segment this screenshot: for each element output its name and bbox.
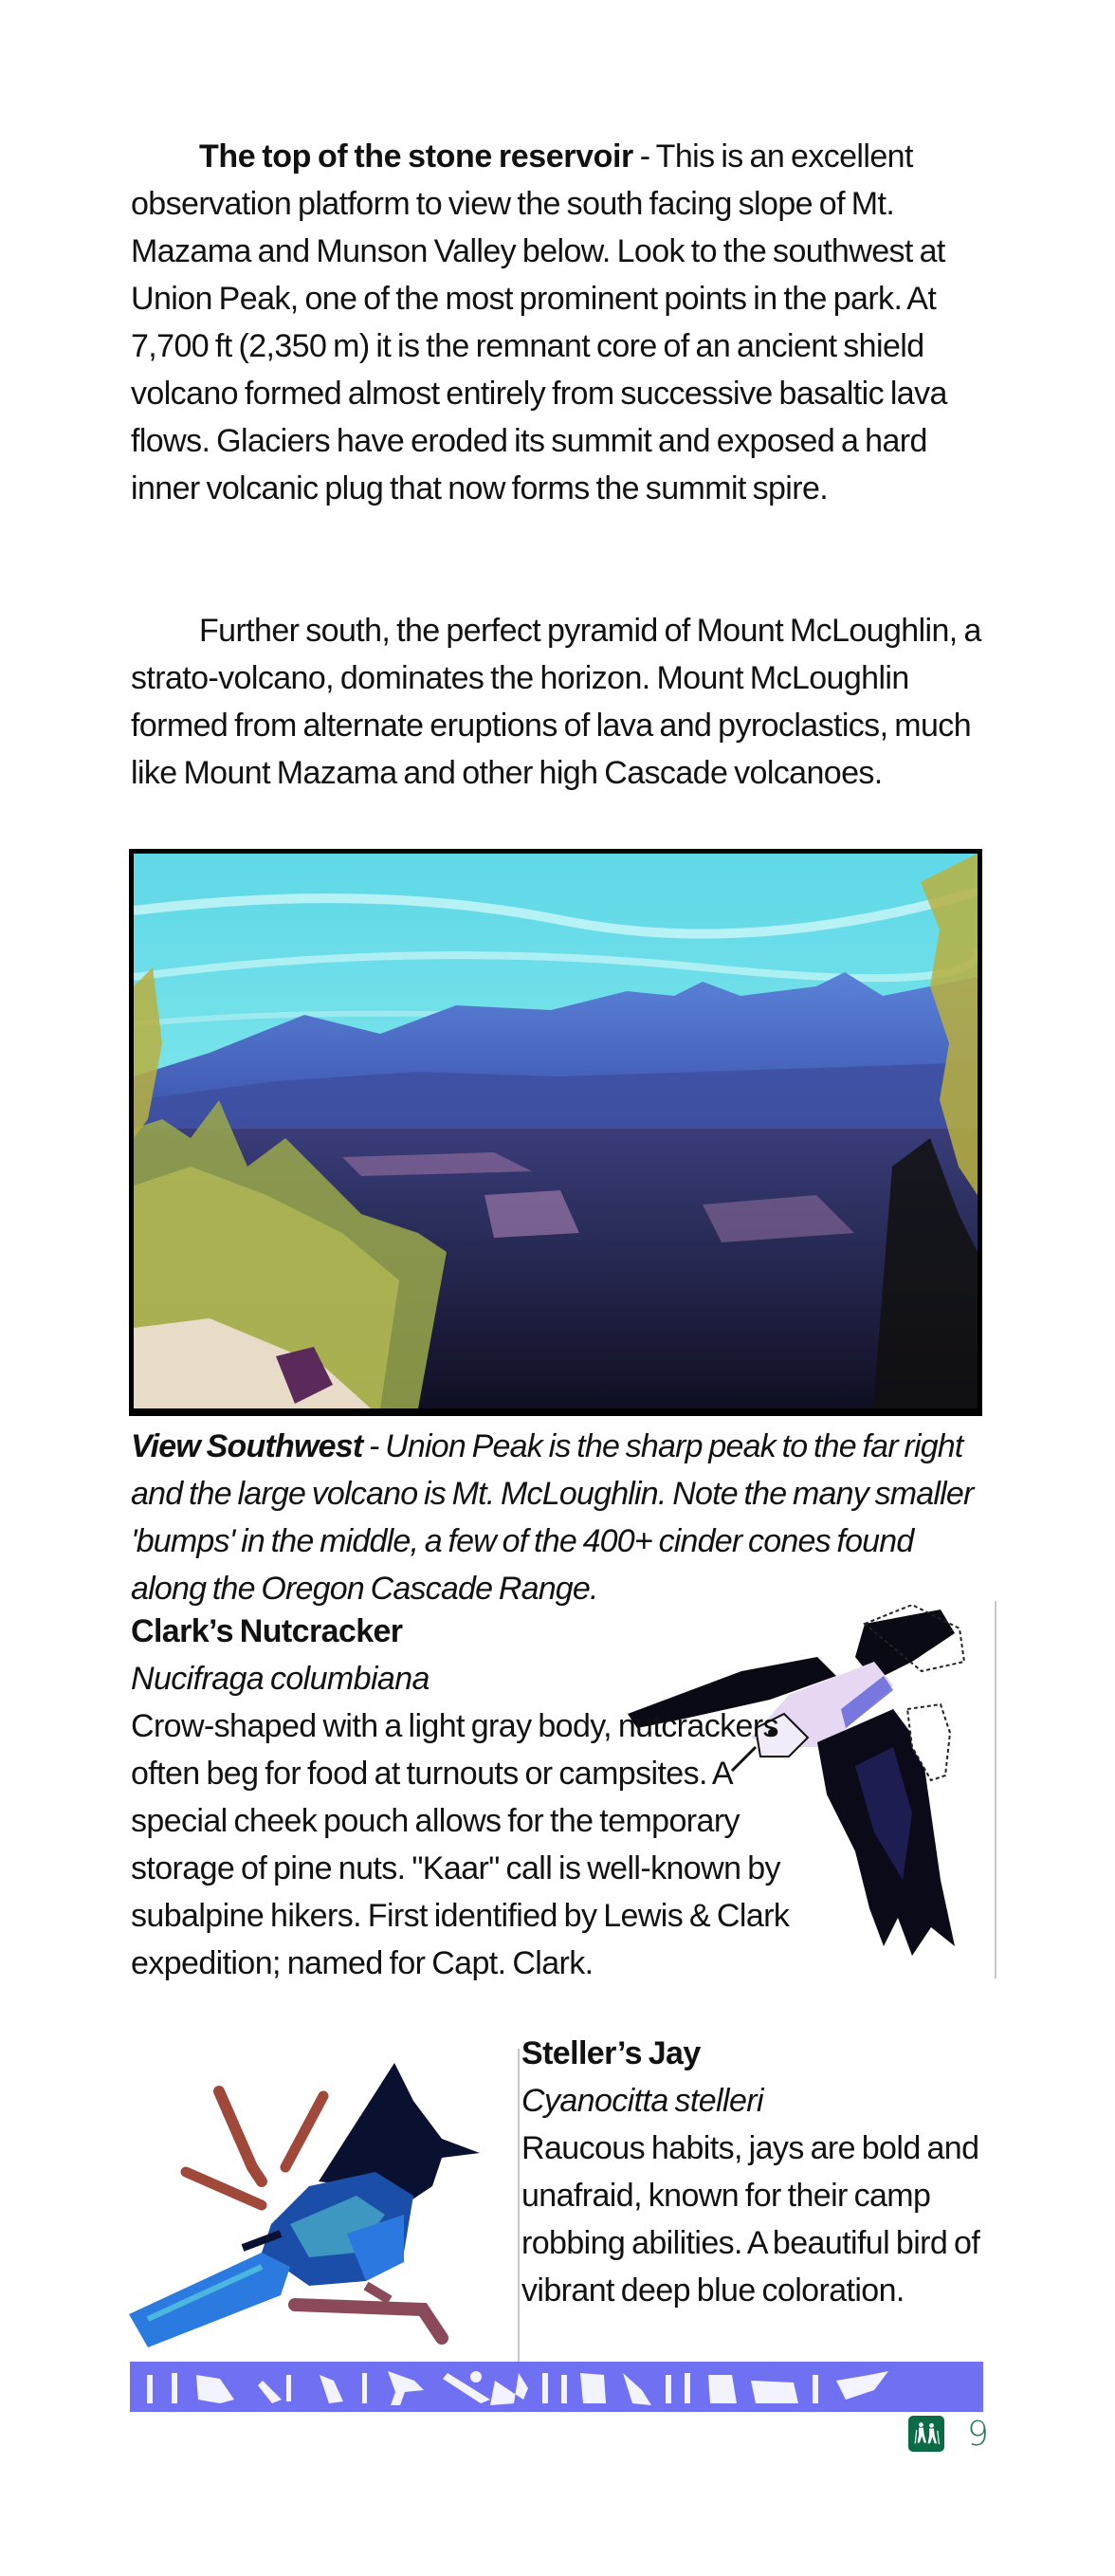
bird-description: Crow-shaped with a light gray body, nutcrackers often beg for food at turnouts or campsites. A special cheek pouch allows for the temporary storage of pine nuts. "Kaar" call is well-known by subalpine hikers. First identified by Lewis & Clark expedition; named for Capt. Clark. <box>131 1708 790 1981</box>
bird-name: Clark’s Nutcracker <box>131 1613 403 1649</box>
bird-entry-stellers-jay <box>521 2030 986 2314</box>
intro-paragraph-1 <box>131 133 984 512</box>
divider-rule <box>995 1601 996 1978</box>
bird-name: Steller’s Jay <box>521 2035 701 2071</box>
divider-rule <box>518 2049 520 2362</box>
landscape-photo <box>129 849 982 1416</box>
stellers-jay-illustration <box>129 2063 508 2357</box>
bird-scientific-name: Nucifraga columbiana <box>131 1661 430 1697</box>
petroglyph-banner <box>130 2362 983 2412</box>
caption-title: View Southwest <box>131 1428 363 1464</box>
paragraph-body: Further south, the perfect pyramid of Mount McLoughlin, a strato-volcano, dominates the horizon. Mount McLoughlin formed from alternate eruptions of lava and pyroclastics, much like Mount Mazama and other high Cascade volcanoes. <box>131 613 981 791</box>
landscape-photo-image <box>134 854 978 1408</box>
caption-body: - Union Peak is the sharp peak to the far right and the large volcano is Mt. McLoughlin. Note the many smaller 'bumps' in the middle, a few of the 400+ cinder cones found along the Oregon Cascade Range. <box>131 1428 974 1607</box>
bird-scientific-name: Cyanocitta stelleri <box>521 2083 763 2119</box>
photo-caption <box>131 1423 994 1612</box>
paragraph-lead: The top of the stone reservoir <box>199 138 633 175</box>
paragraph-body: - This is an excellent observation platform to view the south facing slope of Mt. Mazama and Munson Valley below. Look to the southwest at Union Peak, one of the most prominent points in the park. At 7,700 ft (2,350 m) it is the remnant core of an ancient shield volcano formed almost entirely from successive basaltic lava flows. Glaciers have eroded its summit and exposed a hard inner volcanic plug that now forms the summit spire. <box>131 138 947 506</box>
page-footer <box>908 2416 989 2452</box>
bird-entry-nutcracker <box>131 1608 851 1987</box>
petroglyph-animals-icon <box>130 2362 983 2412</box>
bird-description: Raucous habits, jays are bold and unafraid, known for their camp robbing abilities. A beautiful bird of vibrant deep blue coloration. <box>521 2130 980 2309</box>
page-number: 9 <box>967 2414 989 2454</box>
intro-paragraph-2 <box>131 607 984 797</box>
jay-bird-icon <box>129 2063 508 2357</box>
hikers-icon <box>908 2416 944 2452</box>
hikers-glyph <box>912 2420 941 2448</box>
